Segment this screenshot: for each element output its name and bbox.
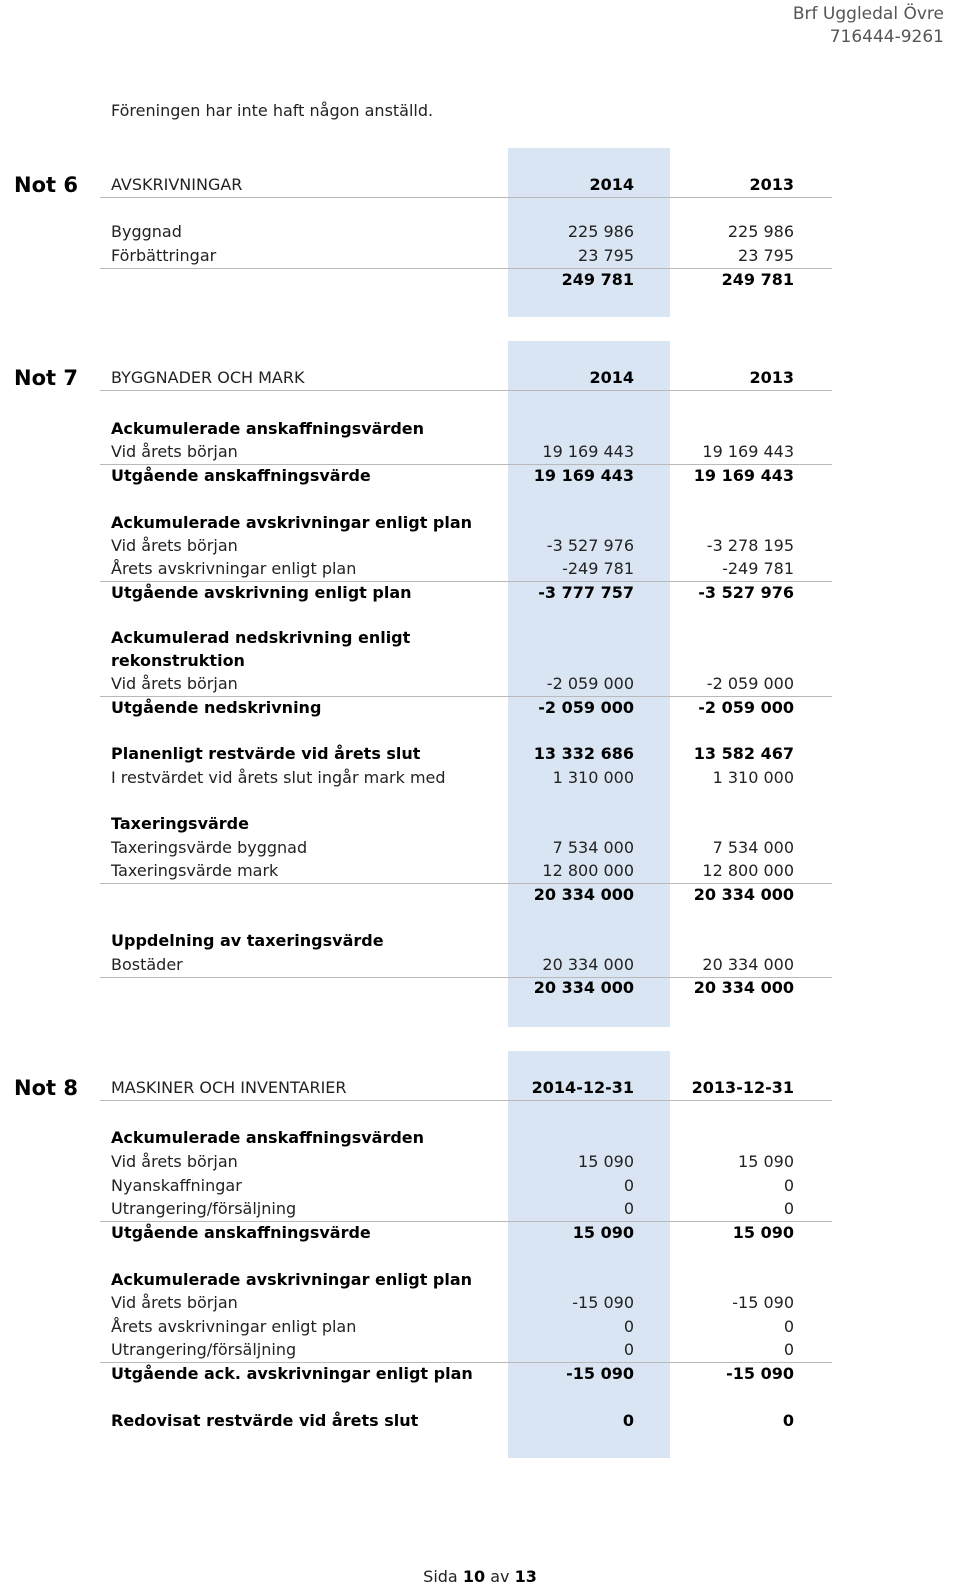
row-label: Ackumulerade avskrivningar enligt plan — [111, 513, 473, 532]
row-label: Uppdelning av taxeringsvärde — [111, 931, 384, 950]
row-label: Vid årets början — [111, 1293, 238, 1312]
row-value-2013: 19 169 443 — [702, 442, 794, 461]
section-heading — [100, 812, 832, 836]
row-value-2014: 20 334 000 — [542, 955, 634, 974]
row-value-2014: 15 090 — [572, 1223, 634, 1242]
note-header-row — [100, 1076, 832, 1101]
row-value-2014: -2 059 000 — [546, 674, 634, 693]
row-value-2013: 13 582 467 — [693, 744, 794, 763]
row-value-2013: 0 — [783, 1317, 794, 1336]
row-value-2013: 15 090 — [738, 1152, 794, 1171]
row-label: Årets avskrivningar enligt plan — [111, 559, 357, 578]
row-value-2013: -3 527 976 — [698, 583, 794, 602]
total-row — [100, 1221, 832, 1245]
row-label: Vid årets början — [111, 536, 238, 555]
footer-total-pages: 13 — [514, 1567, 537, 1586]
total-row — [100, 464, 832, 488]
table-row — [100, 1315, 832, 1339]
intro-text: Föreningen har inte haft någon anställd. — [111, 101, 434, 120]
table-row — [100, 440, 832, 465]
row-label: Taxeringsvärde byggnad — [111, 838, 308, 857]
section-heading — [100, 417, 832, 441]
table-row — [100, 1338, 832, 1363]
table-row — [100, 859, 832, 884]
row-label: Årets avskrivningar enligt plan — [111, 1317, 357, 1336]
row-label: Utgående avskrivning enligt plan — [111, 583, 412, 602]
row-value-2014: 249 781 — [561, 270, 634, 289]
col-header-2: 2013 — [749, 175, 794, 194]
row-value-2014: 0 — [622, 1411, 634, 1430]
table-row — [100, 244, 832, 269]
row-value-2014: -3 777 757 — [538, 583, 634, 602]
row-value-2014: -2 059 000 — [538, 698, 634, 717]
row-value-2013: 7 534 000 — [712, 838, 794, 857]
row-value-2013: 0 — [783, 1199, 794, 1218]
total-row — [100, 696, 832, 720]
section-heading — [100, 1268, 832, 1292]
total-row — [100, 742, 832, 766]
row-label: Ackumulerade anskaffningsvärden — [111, 419, 425, 438]
row-value-2014: 0 — [623, 1340, 634, 1359]
row-value-2013: 1 310 000 — [712, 768, 794, 787]
page-header — [793, 3, 944, 49]
row-value-2013: 20 334 000 — [693, 885, 794, 904]
row-label: Utgående ack. avskrivningar enligt plan — [111, 1364, 473, 1383]
row-value-2014: 20 334 000 — [533, 978, 634, 997]
row-value-2014: -15 090 — [566, 1364, 634, 1383]
row-label: Ackumulerad nedskrivning enligt rekonstruktion — [111, 628, 411, 670]
row-label: Ackumulerade avskrivningar enligt plan — [111, 1270, 473, 1289]
row-value-2014: -249 781 — [562, 559, 634, 578]
table-row — [100, 534, 832, 558]
row-value-2013: 0 — [783, 1176, 794, 1195]
note-title: MASKINER OCH INVENTARIER — [111, 1078, 347, 1097]
row-value-2014: 12 800 000 — [542, 861, 634, 880]
total-row — [100, 268, 832, 292]
note-header-row — [100, 366, 832, 391]
row-label: Utrangering/försäljning — [111, 1340, 297, 1359]
row-label: Utgående nedskrivning — [111, 698, 322, 717]
section-heading — [100, 511, 832, 535]
col-header-2: 2013-12-31 — [691, 1078, 794, 1097]
row-label: Utrangering/försäljning — [111, 1199, 297, 1218]
row-value-2014: 225 986 — [567, 222, 634, 241]
row-label: Förbättringar — [111, 246, 217, 265]
row-value-2014: 7 534 000 — [552, 838, 634, 857]
row-value-2014: -3 527 976 — [546, 536, 634, 555]
row-label: Nyanskaffningar — [111, 1176, 242, 1195]
row-label: I restvärdet vid årets slut ingår mark med — [111, 768, 446, 787]
highlight-band — [508, 1051, 670, 1458]
col-header-1: 2014-12-31 — [531, 1078, 634, 1097]
total-row — [100, 581, 832, 605]
note-title: AVSKRIVNINGAR — [111, 175, 243, 194]
row-value-2014: 19 169 443 — [533, 466, 634, 485]
col-header-2: 2013 — [749, 368, 794, 387]
row-value-2014: 13 332 686 — [533, 744, 634, 763]
col-header-1: 2014 — [589, 368, 634, 387]
total-row — [100, 883, 832, 907]
row-value-2013: 0 — [783, 1340, 794, 1359]
org-name: Brf Uggledal Övre — [792, 4, 944, 24]
section-heading — [100, 1126, 832, 1150]
col-header-1: 2014 — [589, 175, 634, 194]
footer-page-number: 10 — [462, 1567, 486, 1586]
row-value-2013: 15 090 — [732, 1223, 794, 1242]
row-label: Planenligt restvärde vid årets slut — [111, 744, 421, 763]
total-row — [100, 976, 832, 1000]
footer-prefix: Sida — [423, 1567, 458, 1586]
row-value-2013: 225 986 — [727, 222, 794, 241]
table-row — [100, 220, 832, 244]
row-value-2013: 0 — [782, 1411, 794, 1430]
row-value-2014: 23 795 — [578, 246, 634, 265]
table-row — [100, 1174, 832, 1198]
table-row — [100, 953, 832, 978]
row-value-2013: 19 169 443 — [693, 466, 794, 485]
row-value-2013: 23 795 — [738, 246, 794, 265]
row-label: Vid årets början — [111, 674, 238, 693]
row-value-2014: 15 090 — [578, 1152, 634, 1171]
row-label: Utgående anskaffningsvärde — [111, 466, 371, 485]
row-label: Redovisat restvärde vid årets slut — [111, 1411, 419, 1430]
section-heading — [100, 626, 832, 672]
table-row — [100, 766, 832, 790]
org-number: 716444-9261 — [829, 27, 944, 47]
total-row — [100, 1362, 832, 1386]
row-label: Bostäder — [111, 955, 183, 974]
row-label: Utgående anskaffningsvärde — [111, 1223, 371, 1242]
row-value-2014: -15 090 — [572, 1293, 634, 1312]
row-label: Taxeringsvärde — [111, 814, 249, 833]
note-title: BYGGNADER OCH MARK — [111, 368, 305, 387]
row-label: Byggnad — [111, 222, 182, 241]
table-row — [100, 1150, 832, 1174]
row-value-2013: 20 334 000 — [702, 955, 794, 974]
row-value-2013: 20 334 000 — [693, 978, 794, 997]
row-value-2014: 19 169 443 — [542, 442, 634, 461]
note-number: Not 8 — [14, 1076, 78, 1100]
page-footer — [0, 1567, 960, 1586]
table-row — [100, 672, 832, 697]
table-row — [100, 1291, 832, 1315]
note-header-row — [100, 173, 832, 198]
row-value-2013: 12 800 000 — [702, 861, 794, 880]
row-value-2014: 20 334 000 — [533, 885, 634, 904]
table-row — [100, 557, 832, 582]
table-row — [100, 1197, 832, 1222]
row-label: Taxeringsvärde mark — [111, 861, 279, 880]
note-number: Not 6 — [14, 173, 78, 197]
note-number: Not 7 — [14, 366, 78, 390]
row-value-2013: -2 059 000 — [698, 698, 794, 717]
row-value-2013: -3 278 195 — [706, 536, 794, 555]
row-label: Ackumulerade anskaffningsvärden — [111, 1128, 425, 1147]
row-label: Vid årets början — [111, 1152, 238, 1171]
footer-separator: av — [490, 1567, 510, 1586]
row-value-2013: -15 090 — [726, 1364, 794, 1383]
total-row — [100, 1409, 832, 1433]
section-heading — [100, 929, 832, 953]
row-value-2013: -249 781 — [722, 559, 794, 578]
row-value-2014: 1 310 000 — [552, 768, 634, 787]
row-value-2014: 0 — [623, 1176, 634, 1195]
row-value-2014: 0 — [623, 1199, 634, 1218]
row-value-2013: -15 090 — [732, 1293, 794, 1312]
row-value-2013: 249 781 — [721, 270, 794, 289]
table-row — [100, 836, 832, 860]
row-value-2014: 0 — [623, 1317, 634, 1336]
row-label: Vid årets början — [111, 442, 238, 461]
row-value-2013: -2 059 000 — [706, 674, 794, 693]
